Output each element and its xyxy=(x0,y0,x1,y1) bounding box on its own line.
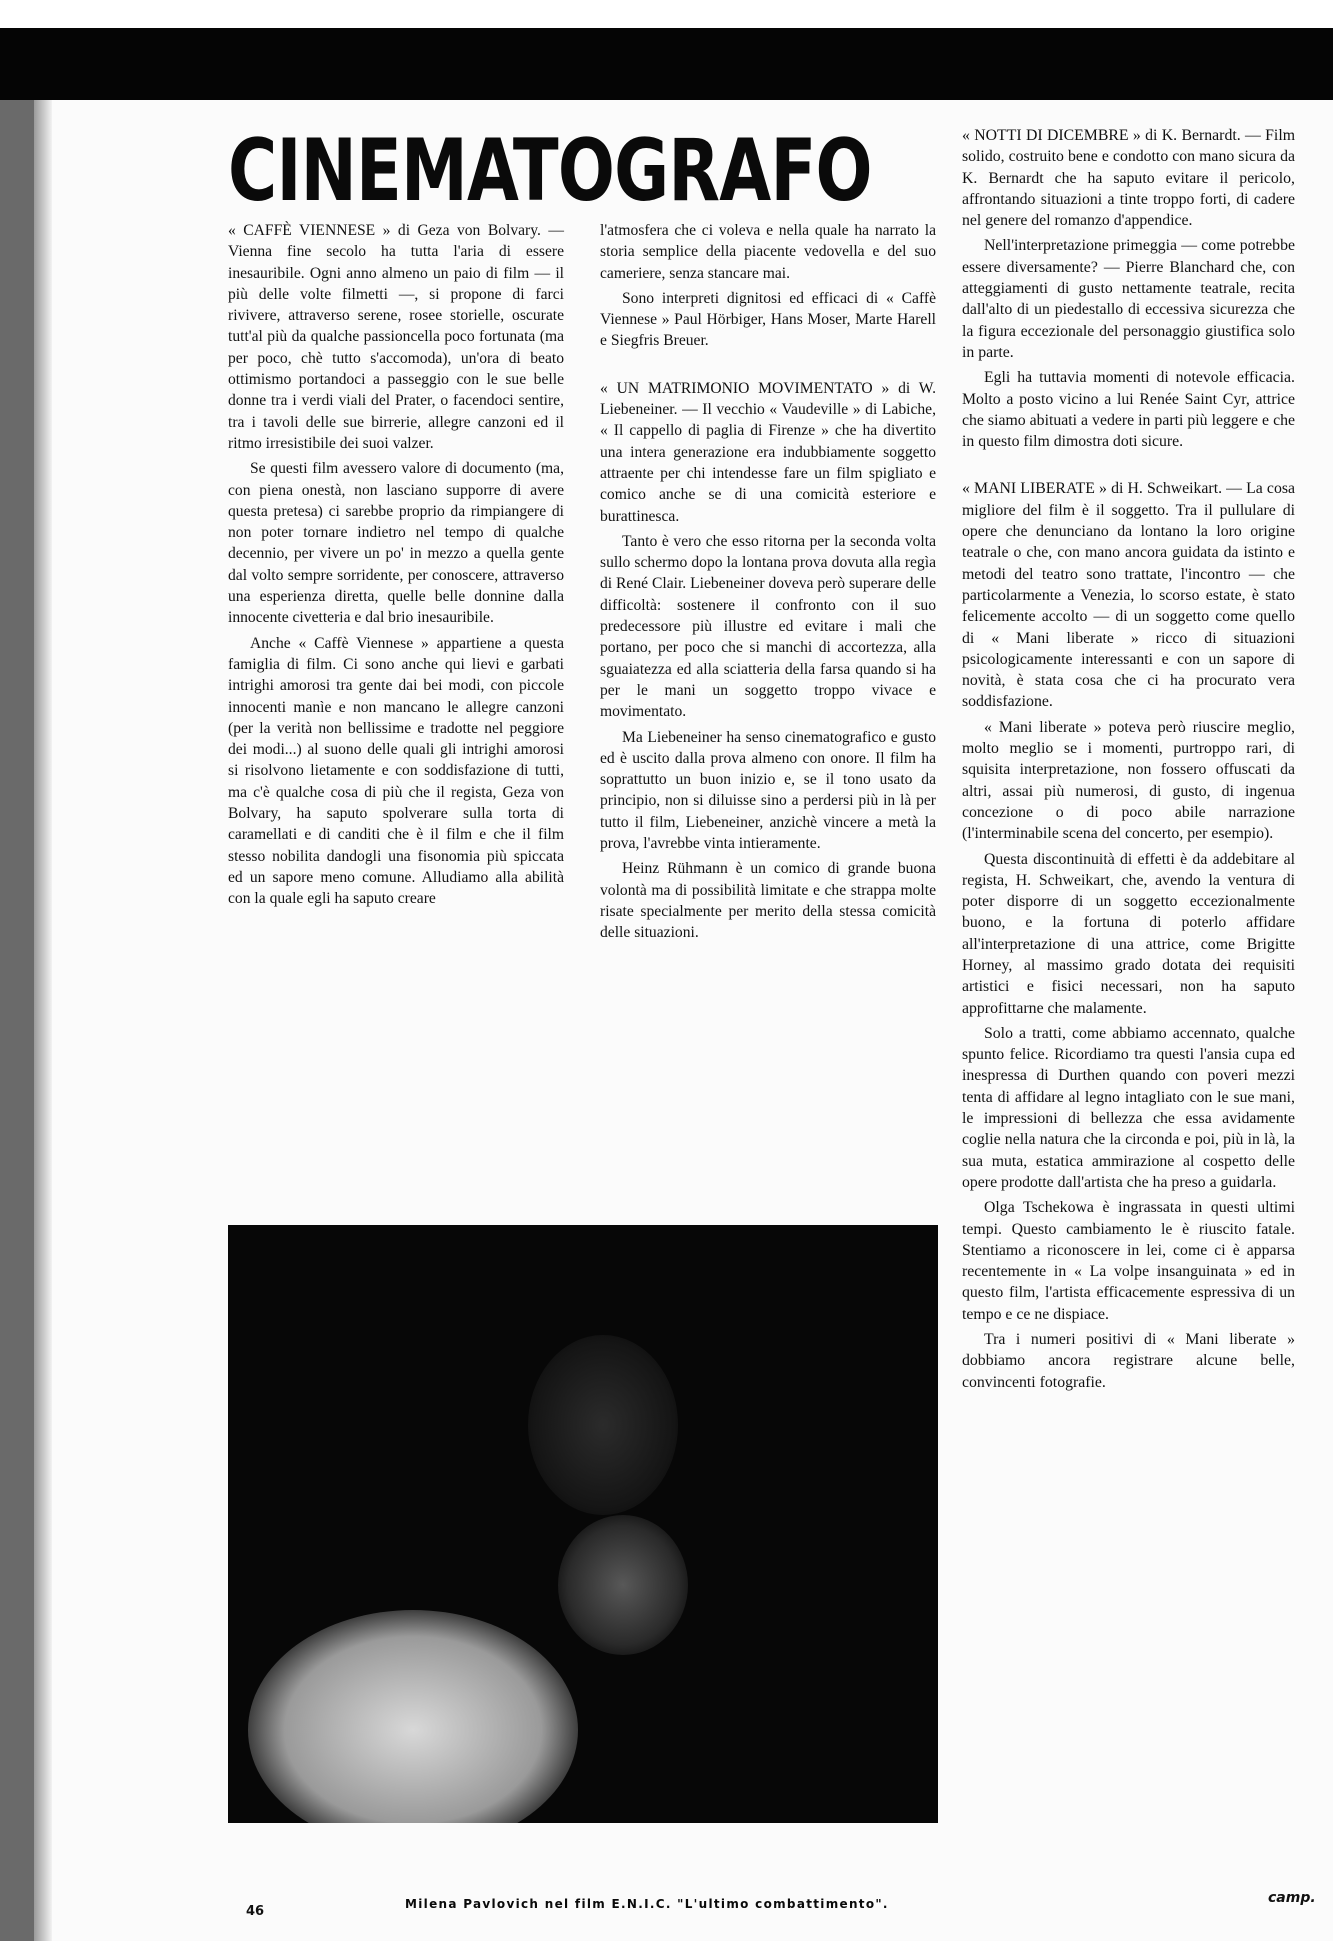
review-matrimonio-p4: Heinz Rühmann è un comico di grande buona volontà ma di possibilità limitate e che strappa molte risate specialmente per merito della stessa comicità delle situazioni. xyxy=(600,860,936,942)
review-matrimonio-p2: Tanto è vero che esso ritorna per la seconda volta sullo schermo dopo la lontana prova dovuta alla regìa di René Clair. Liebeneiner doveva però superare delle difficoltà: sostenere il confronto con il suo predecessore più illustre ed evitare i mali che portano, per poco che si manchi di accortezza, alla sguaiatezza ed alla sciatteria della farsa quando si ha per le mani un soggetto troppo vivace e movimentato. xyxy=(600,532,936,721)
review-mani-liberate-p3: Questa discontinuità di effetti è da addebitare al regista, H. Schweikart, che, avendo la ventura di poter disporre di un soggetto eccezionalmente buono, e la fortuna di poterlo affidare all'interpretazione di una attrice, come Brigitte Horney, al massimo grado dotata dei requisiti artistici e fisici necessari, non ha saputo approfittarne che malamente. xyxy=(962,850,1295,1017)
column-1 xyxy=(228,220,564,914)
review-matrimonio-p3: Ma Liebeneiner ha senso cinematografico e gusto ed è uscito dalla prova almeno con onore. Il film ha soprattutto un buon inizio e, se il tono usato da principio, non si diluisse sino a perdersi più in là per tutto il film, Liebeneiner, anzichè vincere a metà la prova, l'avrebbe vinta intieramente. xyxy=(600,728,936,853)
review-mani-liberate-p4: Solo a tratti, come abbiamo accennato, qualche spunto felice. Ricordiamo tra questi l'ansia cupa ed inespressa di Durthen quando con poveri mezzi tenta di affidare al legno intagliato con le sue mani, le impressioni di bellezza che essa avidamente coglie nella natura che la circonda e poi, più in là, la sua muta, estatica ammirazione al cospetto delle opere prodotte dall'artista che ha preso a guidarla. xyxy=(962,1024,1295,1191)
photo-light-fur xyxy=(248,1610,578,1823)
column-3 xyxy=(962,125,1295,1397)
review-matrimonio-intro: « UN MATRIMONIO MOVIMENTATO » di W. Liebeneiner. — Il vecchio « Vaudeville » di Labiche, « Il cappello di paglia di Firenze » che ha divertito una intera generazione era indubbiamente soggetto attraente per chi intendesse fare un film spigliato e comico anche se di una comicità esteriore e burattinesca. xyxy=(600,379,936,525)
photo-figure-hand xyxy=(558,1515,688,1655)
photo-figure-head xyxy=(528,1335,678,1515)
film-still-photo xyxy=(228,1225,938,1823)
column-2 xyxy=(600,220,936,948)
review-mani-liberate-p2: « Mani liberate » poteva però riuscire meglio, molto meglio se i momenti, purtroppo rari, di squisita interpretazione, non fossero offuscati da altri, assai più numerosi, di gusto, di ingenua concezione o di poco abile narrazione (l'interminabile scena del concerto, per esempio). xyxy=(962,718,1295,843)
review-mani-liberate-p5: Olga Tschekowa è ingrassata in questi ultimi tempi. Questo cambiamento le è riuscito fatale. Stentiamo a riconoscere in lei, come ci è apparsa recentemente in « La volpe insanguinata » ed in questo film, l'artista efficacemente espressiva di un tempo e ce ne dispiace. xyxy=(962,1199,1295,1323)
review-mani-liberate-intro: « MANI LIBERATE » di H. Schweikart. — La cosa migliore del film è il soggetto. Tra il pullulare di opere che denunciano da lontano la loro origine teatrale o che, con mano ancora guidata da istinto e metodi del teatro sono trattate, l'incontro — che particolarmente a Venezia, lo scorso estate, è stato felicemente accolto — di un soggetto come quello di « Mani liberate » ricco di situazioni psicologicamente interessanti e con un sapore di novità, è stata cosa che ci ha procurato vera soddisfazione. xyxy=(962,480,1295,711)
review-caffe-viennese-cast: Sono interpreti dignitosi ed efficaci di « Caffè Viennese » Paul Hörbiger, Hans Moser, Marte Harell e Siegfris Breuer. xyxy=(600,289,936,350)
page-number: 46 xyxy=(246,1904,265,1919)
left-scan-edge xyxy=(0,100,34,1941)
review-notti-intro: « NOTTI DI DICEMBRE » di K. Bernardt. — Film solido, costruito bene e condotto con mano sicura da K. Bernardt che ha saputo evitare il pericolo, affrontando situazioni a tinte troppo forti, di cadere nel genere del romanzo d'appendice. xyxy=(962,127,1295,230)
author-signature: camp. xyxy=(1268,1890,1316,1906)
photo-caption: Milena Pavlovich nel film E.N.I.C. "L'ultimo combattimento". xyxy=(405,1897,889,1911)
review-caffe-viennese-p3: Anche « Caffè Viennese » appartiene a questa famiglia di film. Ci sono anche qui lievi e garbati intrighi amorosi tra gente dai bei modi, con piccole innocenti manìe e non mancano le allegre canzoni (per la verità non bellissime e tradotte nel peggiore dei modi...) al suono delle quali gli intrighi amorosi si risolvono lietamente e con soddisfazione di tutti, ma c'è qualche cosa di più che il regista, Geza von Bolvary, ha saputo spolverare sulla torta di caramellati e di canditi che è il film e che il film stesso nobilita dandogli una fisonomia più spiccata ed un sapore meno comune. Alludiamo alla abilità con la quale egli ha saputo creare xyxy=(228,634,564,908)
review-caffe-viennese-intro: « CAFFÈ VIENNESE » di Geza von Bolvary. — Vienna fine secolo ha tutta l'aria di essere inesauribile. Ogni anno almeno un paio di film — il più delle volte filmetti —, si propone di farci rivivere, attraverso serene, rosee storielle, oscurate tutt'al più da qualche passioncella poco fortunata (ma per poco, chè tutto s'accomoda), un'ora di beato ottimismo portandoci a passeggio con le sue belle donne tra i verdi viali del Prater, o facendoci sentire, tra i tavoli delle sue birrerie, allegre canzoni ed il ritmo irresistibile dei suoi valzer. xyxy=(228,222,564,452)
review-notti-p3: Egli ha tuttavia momenti di notevole efficacia. Molto a posto vicino a lui Renée Saint Cyr, attrice che siamo abituati a vedere in parti più leggere e che in questo film dimostra doti sicure. xyxy=(962,369,1295,451)
page-title: CINEMATOGRAFO xyxy=(228,121,872,221)
review-mani-liberate-p6: Tra i numeri positivi di « Mani liberate » dobbiamo ancora registrare alcune belle, convincenti fotografie. xyxy=(962,1331,1295,1391)
top-black-band xyxy=(0,28,1333,100)
review-caffe-viennese-p4: l'atmosfera che ci voleva e nella quale ha narrato la storia semplice della piacente vedovella e del suo cameriere, senza stancare mai. xyxy=(600,222,936,282)
review-notti-p2: Nell'interpretazione primeggia — come potrebbe essere diversamente? — Pierre Blanchard che, con atteggiamenti di gusto nettamente teatrale, recita dall'alto di un piedestallo di eccessiva sicurezza che la figura eccezionale del personaggio giustifica solo in parte. xyxy=(962,237,1295,361)
left-scan-shadow xyxy=(34,100,52,1941)
review-caffe-viennese-p2: Se questi film avessero valore di documento (ma, con piena onestà, non lasciano supporre di avere questa pretesa) ci sarebbe proprio da rimpiangere di non poter tornare indietro nel tempo di qualche decennio, per vivere un po' in mezzo a quella gente dal volto sempre sorridente, per conoscere, attraverso una esperienza diretta, quelle belle donnine dalla innocente civetteria e dal brio inesauribile. xyxy=(228,460,564,627)
